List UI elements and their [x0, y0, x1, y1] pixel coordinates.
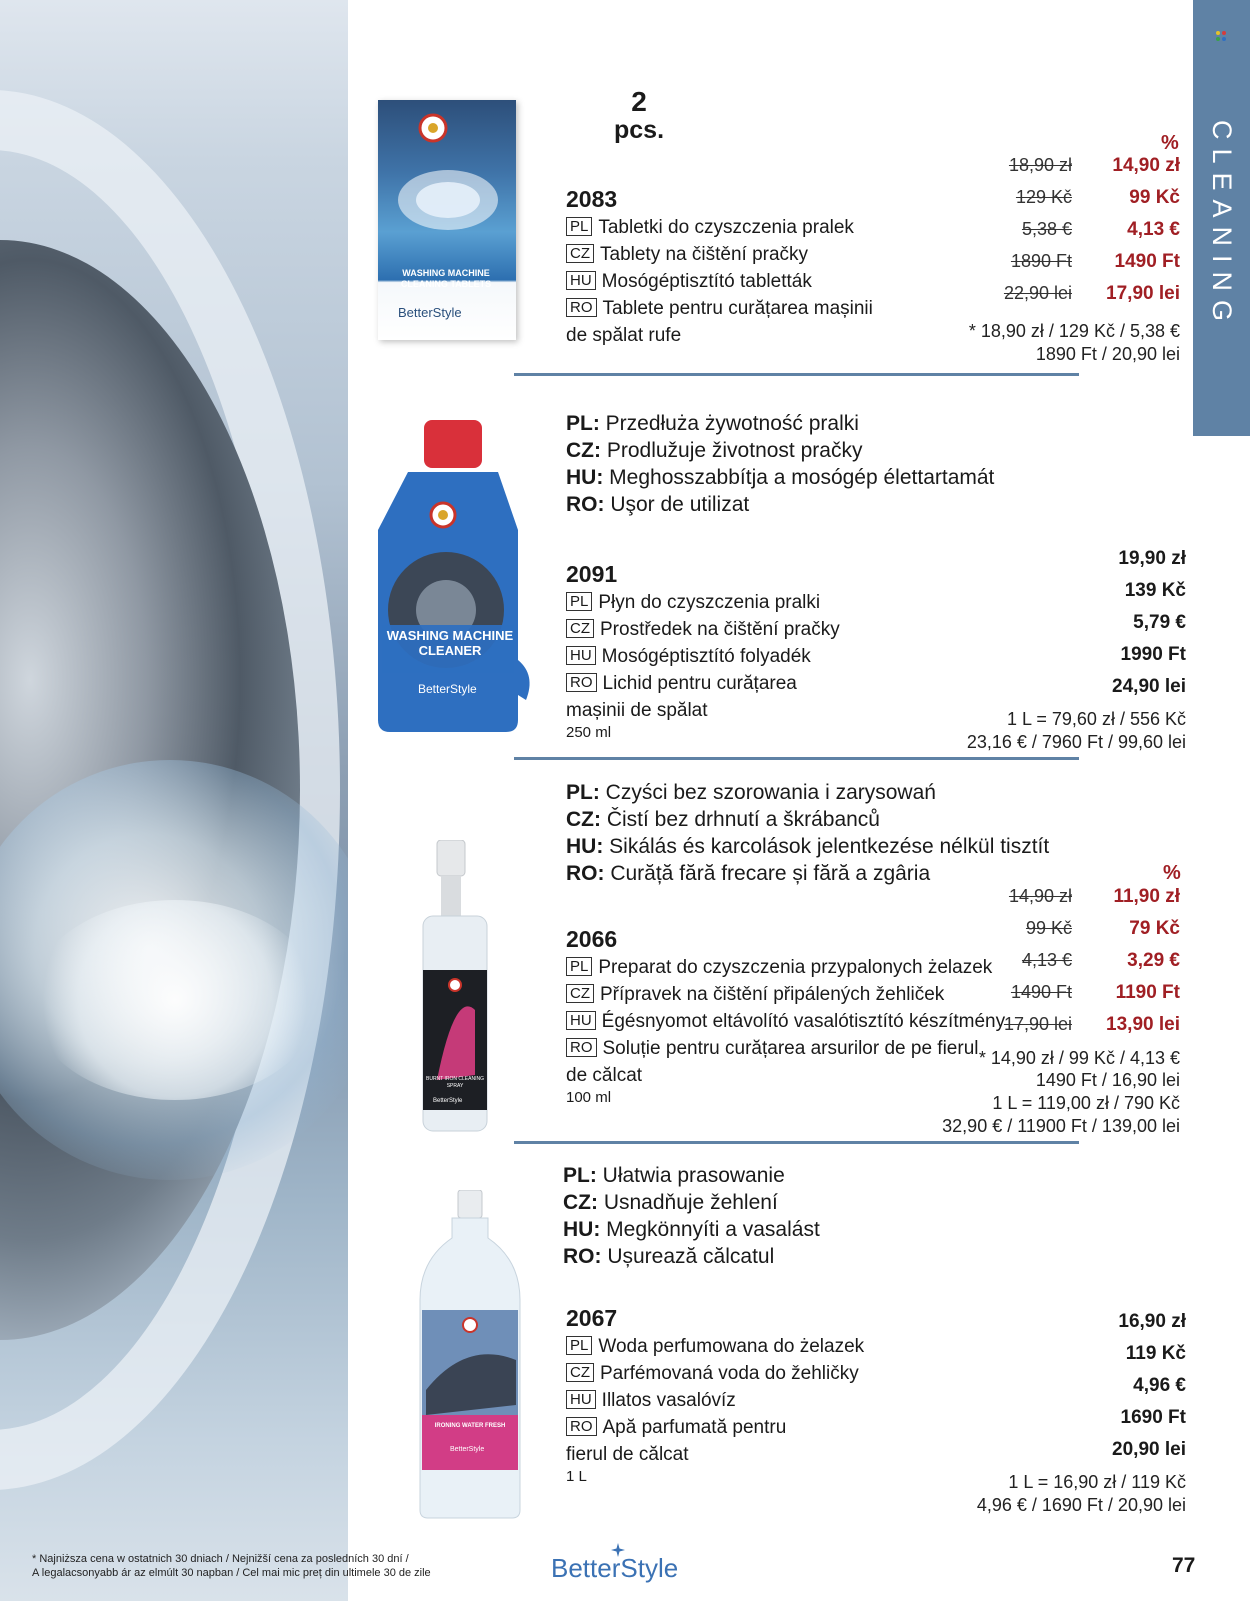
- bottle-label: WASHING MACHINE CLEANER: [386, 628, 514, 658]
- price-pln: 19,90 zł: [1118, 548, 1186, 569]
- product-name-hu: HU Égésnyomot eltávolító vasalótisztító készítmény: [566, 1008, 1005, 1035]
- lowest-price-note: * 14,90 zł / 99 Kč / 4,13 €: [978, 1048, 1180, 1068]
- product-name-cz: CZ Prostředek na čištění pračky: [566, 616, 840, 643]
- discount-percent: %: [1161, 132, 1179, 154]
- product-name-hu: HU Illatos vasalóvíz: [566, 1387, 736, 1414]
- price-eur: 5,79 €: [1133, 612, 1186, 633]
- unit-price: 1 L = 79,60 zł / 556 Kč: [1007, 709, 1186, 729]
- price-row-eur: 4,13 € 3,29 €: [1021, 950, 1180, 971]
- product-name-ro: RO Tablete pentru curățarea mașinii: [566, 295, 873, 322]
- product-name-cont: mașinii de spălat: [566, 700, 708, 721]
- price-row-ron: 22,90 lei 17,90 lei: [1003, 283, 1180, 304]
- product-name-pl: PL Płyn do czyszczenia pralki: [566, 589, 820, 616]
- benefit-ro: RO: Uşor de utilizat: [566, 493, 750, 516]
- benefit-cz: CZ: Usnadňuje žehlení: [563, 1191, 778, 1214]
- page-number: 77: [1172, 1554, 1196, 1577]
- product-name-cont: fierul de călcat: [566, 1444, 689, 1465]
- benefit-hu: HU: Sikálás és karcolások jelentkezése nélkül tisztít: [566, 835, 1050, 858]
- product-code-2067: 2067: [566, 1305, 618, 1331]
- product-image-2066: [415, 840, 495, 1135]
- product-code-2091: 2091: [566, 561, 618, 587]
- color-dots-icon: [1215, 30, 1227, 42]
- brand-logo: BetterStyle: [551, 1553, 679, 1583]
- benefit-pl: PL: Czyści bez szorowania i zarysowań: [566, 781, 936, 804]
- product-volume: 100 ml: [566, 1089, 612, 1106]
- unit-price: 1 L = 119,00 zł / 790 Kč: [992, 1093, 1180, 1113]
- price-row-czk: 129 Kč 99 Kč: [1015, 187, 1180, 208]
- price-czk: 119 Kč: [1125, 1343, 1186, 1364]
- benefit-hu: HU: Meghosszabbítja a mosógép élettartamát: [566, 466, 995, 489]
- unit-price-2: 32,90 € / 11900 Ft / 139,00 lei: [942, 1116, 1180, 1136]
- product-name-cz: CZ Tablety na čištění pračky: [566, 241, 808, 268]
- section-divider: [514, 373, 1079, 376]
- product-name-cont: de spălat rufe: [566, 325, 682, 346]
- product-name-pl: PL Woda perfumowana do żelazek: [566, 1333, 864, 1360]
- spray-bottle-graphic: [415, 840, 495, 1135]
- product-code-2083: 2083: [566, 186, 618, 212]
- footnote-line-1: * Najniższa cena w ostatnich 30 dniach / Nejnižší cena za posledních 30 dní /: [32, 1553, 409, 1565]
- benefit-hu: HU: Megkönnyíti a vasalást: [563, 1218, 820, 1241]
- spray-label: BURNT IRON CLEANING SPRAY: [426, 1076, 484, 1089]
- unit-price: 1 L = 16,90 zł / 119 Kč: [1008, 1472, 1186, 1492]
- product-name-cont: de călcat: [566, 1065, 643, 1086]
- price-ron: 24,90 lei: [1112, 676, 1186, 697]
- product-name-hu: HU Mosógéptisztító tabletták: [566, 268, 812, 295]
- star-icon: [611, 1543, 625, 1557]
- product-image-2067: [416, 1190, 524, 1520]
- bottle-brand: BetterStyle: [418, 682, 477, 696]
- price-row-ron: 17,90 lei 13,90 lei: [1003, 1014, 1180, 1035]
- discount-percent: %: [1163, 862, 1181, 884]
- benefit-cz: CZ: Čistí bez drhnutí a škrábanců: [566, 808, 880, 831]
- box-brand: BetterStyle: [398, 305, 462, 320]
- price-huf: 1690 Ft: [1120, 1407, 1186, 1428]
- footnote: [32, 1552, 431, 1580]
- price-row-pln: 14,90 zł 11,90 zł: [1008, 886, 1180, 907]
- footnote-line-2: A legalacsonyabb ár az elmúlt 30 napban / Cel mai mic preț din ultimele 30 de zile: [32, 1567, 431, 1579]
- product-name-ro: RO Apă parfumată pentru: [566, 1414, 786, 1441]
- benefit-ro: RO: Ușurează călcatul: [563, 1245, 775, 1268]
- product-name-cz: CZ Přípravek na čištění připálených žehliček: [566, 981, 944, 1008]
- price-pln: 16,90 zł: [1118, 1311, 1186, 1332]
- product-name-hu: HU Mosógéptisztító folyadék: [566, 643, 811, 670]
- benefit-pl: PL: Ułatwia prasowanie: [563, 1164, 785, 1187]
- washing-machine-drum-photo: [0, 0, 348, 1601]
- product-name-ro: RO Lichid pentru curățarea: [566, 670, 797, 697]
- price-row-huf: 1490 Ft 1190 Ft: [1010, 982, 1180, 1003]
- section-divider: [514, 757, 1079, 760]
- product-code-2066: 2066: [566, 926, 618, 952]
- spray-brand: BetterStyle: [433, 1098, 463, 1104]
- category-label: CLEANING: [1207, 119, 1237, 331]
- price-eur: 4,96 €: [1133, 1375, 1186, 1396]
- product-name-cz: CZ Parfémovaná voda do žehličky: [566, 1360, 859, 1387]
- bottle-brand: BetterStyle: [450, 1446, 485, 1453]
- lowest-price-note: * 18,90 zł / 129 Kč / 5,38 €: [968, 321, 1180, 341]
- ironing-water-bottle-graphic: [416, 1190, 524, 1520]
- price-ron: 20,90 lei: [1112, 1439, 1186, 1460]
- unit-price-2: 23,16 € / 7960 Ft / 99,60 lei: [966, 732, 1186, 752]
- product-image-2091: [368, 420, 538, 740]
- foam-bubbles: [30, 900, 320, 1100]
- price-czk: 139 Kč: [1124, 580, 1186, 601]
- benefit-ro: RO: Curăță fără frecare și fără a zgâria: [566, 862, 931, 885]
- bottle-label: IRONING WATER FRESH: [434, 1423, 506, 1429]
- box-label: WASHING MACHINE CLEANING TABLETS: [400, 268, 492, 289]
- lowest-price-note-2: 1490 Ft / 16,90 lei: [1035, 1070, 1180, 1090]
- benefit-pl: PL: Przedłuża żywotność pralki: [566, 412, 859, 435]
- price-huf: 1990 Ft: [1120, 644, 1186, 665]
- price-row-eur: 5,38 € 4,13 €: [1021, 219, 1180, 240]
- product-name-pl: PL Tabletki do czyszczenia pralek: [566, 214, 854, 241]
- price-row-huf: 1890 Ft 1490 Ft: [1010, 251, 1180, 272]
- price-row-pln: 18,90 zł 14,90 zł: [1008, 155, 1180, 176]
- section-divider: [514, 1141, 1079, 1144]
- product-name-pl: PL Preparat do czyszczenia przypalonych żelazek: [566, 954, 992, 981]
- two-pcs-badge: 2 pcs.: [614, 86, 665, 144]
- benefit-cz: CZ: Prodlužuje životnost pračky: [566, 439, 863, 462]
- tablet-splash-graphic: [378, 100, 516, 265]
- product-name-ro: RO Soluție pentru curățarea arsurilor de pe fierul: [566, 1035, 978, 1062]
- product-volume: 1 L: [566, 1468, 587, 1485]
- lowest-price-note-2: 1890 Ft / 20,90 lei: [1035, 344, 1180, 364]
- price-row-czk: 99 Kč 79 Kč: [1025, 918, 1180, 939]
- unit-price-2: 4,96 € / 1690 Ft / 20,90 lei: [976, 1495, 1186, 1515]
- product-volume: 250 ml: [566, 724, 612, 741]
- product-image-2083: [378, 100, 516, 340]
